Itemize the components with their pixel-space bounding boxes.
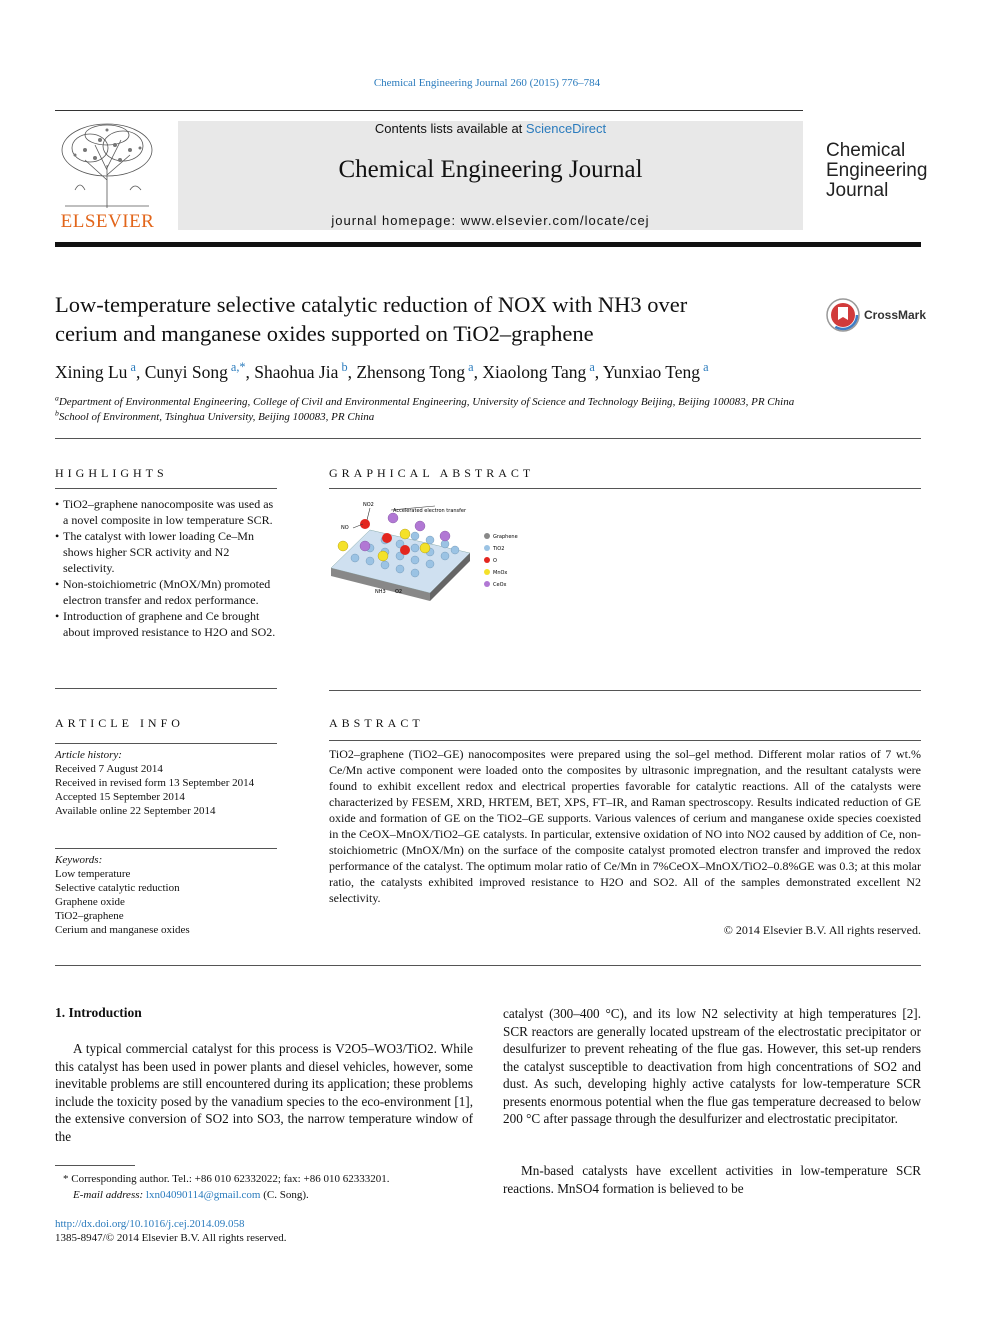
body-rule (55, 965, 921, 966)
keywords-rule (55, 848, 277, 849)
author-name: Zhensong Tong (356, 362, 466, 382)
author[interactable] (603, 362, 709, 382)
author-name: Xiaolong Tang (482, 362, 587, 382)
keywords-title: Keywords: (55, 854, 103, 866)
header-rule (55, 110, 803, 111)
corresponding-text: Corresponding author. Tel.: +86 010 62332022; fax: +86 010 62333201. (71, 1173, 390, 1185)
molecule-label: NO2 (363, 502, 374, 508)
affiliation-text: School of Environment, Tsinghua University, Beijing 100083, PR China (58, 411, 375, 423)
history-item: Available online 22 September 2014 (55, 805, 216, 817)
highlight-item: • Non-stoichiometric (MnOX/Mn) promoted electron transfer and redox performance. (55, 576, 277, 608)
graphical-abstract-figure (325, 498, 535, 608)
legend-label: Graphene (493, 534, 518, 540)
catalyst-surface (331, 530, 470, 593)
affiliation-marker: a (55, 393, 59, 403)
article-title (55, 290, 815, 348)
header-thick-rule (55, 242, 921, 247)
author-name: Cunyi Song (144, 362, 228, 382)
email-label: E-mail address: (73, 1189, 144, 1201)
history-title: Article history: (55, 749, 122, 761)
author[interactable] (482, 362, 594, 382)
homepage-prefix: journal homepage: (331, 213, 457, 228)
journal-logo (826, 141, 927, 201)
contents-line (178, 121, 803, 136)
author-separator: , (594, 362, 603, 382)
axis-label: O2 (395, 589, 403, 595)
author-separator: , (473, 362, 483, 382)
article-title-line1: Low-temperature selective catalytic reduction of NOX with NH3 over (55, 292, 688, 317)
journal-logo-line: Journal (826, 180, 889, 201)
highlight-item: • The catalyst with lower loading Ce–Mn shows higher SCR activity and N2 selectivity. (55, 528, 277, 576)
author-separator: , (347, 362, 357, 382)
legend-label: CeOx (493, 582, 507, 588)
affiliation-text: Department of Environmental Engineering, College of Civil and Environmental Engineering, University of Science and Technology Beijing, Beijing 100083, PR China (58, 396, 795, 408)
email-link[interactable]: lxn04090114@gmail.com (145, 1189, 261, 1201)
abstract-copyright: © 2014 Elsevier B.V. All rights reserved. (723, 923, 921, 937)
author[interactable] (356, 362, 473, 382)
highlights-bottom-rule (55, 688, 277, 689)
affiliation-marker: b (55, 408, 59, 418)
graphical-abstract-heading: GRAPHICAL ABSTRACT (329, 466, 535, 480)
contents-prefix: Contents lists available at (374, 121, 523, 136)
author-affiliation-marker[interactable]: b (338, 360, 348, 375)
author-affiliation-marker[interactable]: a (700, 360, 709, 375)
molecule-label: NO (341, 525, 349, 531)
author-name: Yunxiao Teng (602, 362, 701, 382)
legend-label: TiO2 (493, 546, 505, 552)
journal-homepage (178, 213, 803, 228)
section-rule (55, 438, 921, 439)
affiliation-b (55, 410, 921, 425)
issn-line: 1385-8947/© 2014 Elsevier B.V. All rights reserved. (55, 1232, 287, 1244)
annotation-label: Accelerated electron transfer (393, 508, 467, 514)
author[interactable] (55, 362, 136, 382)
email-suffix: (C. Song). (263, 1189, 309, 1201)
corresponding-note (55, 1171, 473, 1187)
crossmark-badge[interactable] (826, 298, 926, 332)
journal-logo-line: Chemical (826, 140, 906, 161)
article-info-rule (55, 743, 277, 744)
crossmark-label: CrossMark (864, 308, 927, 322)
author-list (55, 362, 921, 383)
keyword: Low temperature (55, 868, 131, 880)
author-name: Xining Lu (55, 362, 128, 382)
affiliations (55, 395, 921, 425)
highlights-heading: HIGHLIGHTS (55, 466, 168, 480)
author-separator: , (135, 362, 145, 382)
author[interactable] (145, 362, 246, 382)
abstract-heading: ABSTRACT (329, 716, 424, 730)
highlights-list (55, 496, 277, 640)
history-item: Received 7 August 2014 (55, 763, 163, 775)
keywords (55, 853, 277, 937)
article-history (55, 748, 277, 818)
intro-heading: 1. Introduction (55, 1005, 142, 1020)
sciencedirect-link[interactable]: ScienceDirect (525, 121, 607, 136)
history-item: Accepted 15 September 2014 (55, 791, 185, 803)
author-affiliation-marker[interactable]: a,* (227, 360, 246, 375)
history-item: Received in revised form 13 September 2014 (55, 777, 255, 789)
highlights-rule (55, 488, 277, 489)
keyword: TiO2–graphene (55, 910, 124, 922)
footnotes (55, 1171, 473, 1203)
crossmark-icon (826, 298, 860, 332)
intro-left-paragraph: A typical commercial catalyst for this process is V2O5–WO3/TiO2. While this catalyst has been used in power plants and diesel vehicles, however, some inevitable problems are still encountered during its application; these problems include the toxicity posed by the vanadium species to the eco-environment [1], the extensive conversion of SO2 into SO3, the narrow temperature window of the (55, 1041, 473, 1144)
highlight-item: • Introduction of graphene and Ce brought about improved resistance to H2O and SO2. (55, 608, 277, 640)
keyword: Selective catalytic reduction (55, 882, 180, 894)
keyword: Graphene oxide (55, 896, 125, 908)
author-affiliation-marker[interactable]: a (465, 360, 474, 375)
legend-label: O (493, 558, 497, 564)
footnote-rule (55, 1165, 135, 1166)
elsevier-tree-logo (55, 120, 159, 210)
email-note (55, 1187, 473, 1203)
graphical-abstract-bottom-rule (329, 690, 921, 691)
journal-citation[interactable]: Chemical Engineering Journal 260 (2015) 776–784 (373, 77, 601, 89)
author-affiliation-marker[interactable]: a (127, 360, 136, 375)
intro-right-paragraph-2: Mn-based catalysts have excellent activities in low-temperature SCR reactions. MnSO4 formation is believed to be (503, 1163, 921, 1196)
author[interactable] (254, 362, 347, 382)
article-title-line2: cerium and manganese oxides supported on TiO2–graphene (55, 321, 594, 346)
axis-label: NH3 (375, 589, 386, 595)
author-affiliation-marker[interactable]: a (586, 360, 595, 375)
journal-title: Chemical Engineering Journal (338, 156, 643, 183)
author-name: Shaohua Jia (254, 362, 339, 382)
asterisk: * (63, 1173, 72, 1185)
abstract-rule (329, 740, 921, 741)
affiliation-a (55, 395, 921, 410)
doi-link[interactable]: http://dx.doi.org/10.1016/j.cej.2014.09.058 (55, 1218, 245, 1230)
intro-right-paragraph: catalyst (300–400 °C), and its low N2 selectivity at high temperatures [2]. SCR reactors are generally located upstream of the electrostatic precipitator or desulfurizer to prevent reheating of the flue gas. However, this set-up renders the catalyst susceptible to deactivation from high concentrations of SO2 and dust. As such, developing highly active catalysts for low-temperature SCR presents enormous potential when the flue gas temperature decreased to below 200 °C after passage through the desulfurizer and electrostatic precipitator. (503, 1006, 921, 1126)
article-info-heading: ARTICLE INFO (55, 716, 184, 730)
highlight-item: • TiO2–graphene nanocomposite was used as a novel composite in low temperature SCR. (55, 496, 277, 528)
author-separator: , (245, 362, 255, 382)
abstract-text: TiO2–graphene (TiO2–GE) nanocomposites were prepared using the sol–gel method. Different molar ratios of 7 wt.% Ce/Mn active component were loaded onto the composites by ultrasonic impregnation, and the resultant catalysts were found to exhibit excellent redox and electrical properties favorable for catalytic reactions. All of the catalysts were characterized by FESEM, XRD, HRTEM, BET, XPS, FT–IR, and Raman spectroscopy. Results indicated reduction of GE oxide and formation of GE on the TiO2–GE supports. Various valences of cerium and manganese oxide species coexisted in the CeOX–MnOX/TiO2–GE catalysts. In particular, extensive oxidation of NO into NO2 caused by addition of Ce, non-stoichiometric (MnOX/Mn) on the surface of the composite catalyst promoted electron transfer and improved the redox performance of the catalyst. The optimum molar ratio of Ce/Mn in 7%CeOX–MnOX/TiO2–0.8%GE was 0.3; at this molar ratio, the catalysts exhibited improved resistance to H2O and SO2. All of the samples demonstrated excellent N2 selectivity. (329, 747, 921, 905)
keyword: Cerium and manganese oxides (55, 924, 190, 936)
publisher-logo-text: ELSEVIER (60, 211, 155, 232)
homepage-url[interactable]: www.elsevier.com/locate/cej (460, 213, 650, 228)
journal-logo-line: Engineering (826, 160, 928, 181)
graphical-abstract-rule (329, 488, 921, 489)
legend-label: MnOx (493, 570, 508, 576)
